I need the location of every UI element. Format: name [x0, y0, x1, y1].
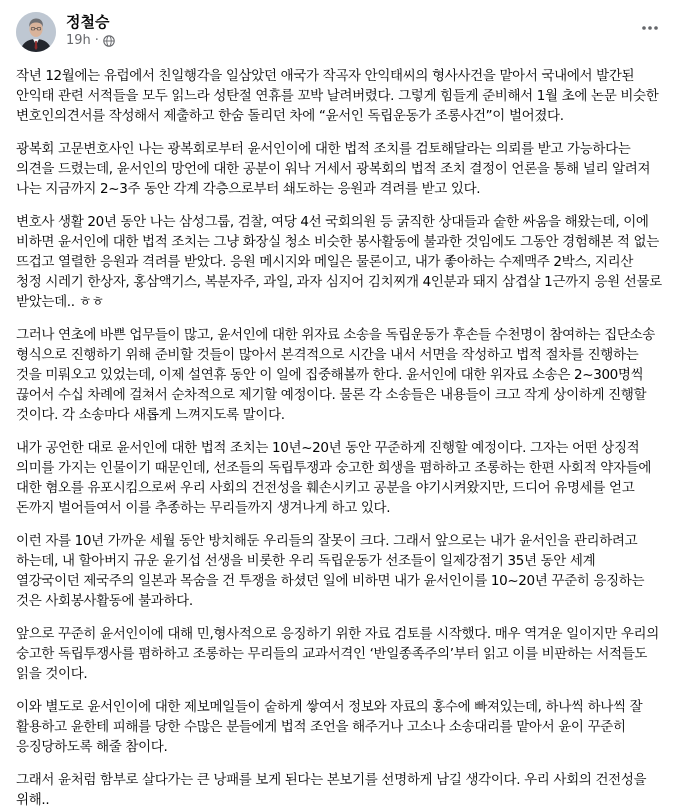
- globe-icon[interactable]: [103, 35, 115, 47]
- post-paragraph-5: 내가 공언한 대로 윤서인에 대한 법적 조치는 10년~20년 동안 꾸준하게 진행할 예정이다. 그자는 어떤 상징적 의미를 가지는 인물이기 때문인데, 선조들의 독립투쟁과 숭고한 희생을 폄하하고 조롱하는 한편 사회적 약자들에 대한 혐오를 유포시킴으로써 우리 사회의 건전성을 훼손시키고 공분을 야기시켜왔지만, 드디어 유명세를 얻고 돈까지 벌어들여서 이를 추종하는 무리들까지 생겨나게 하고 있다.: [16, 440, 652, 516]
- post-paragraph-4: 그러나 연초에 바쁜 업무들이 많고, 윤서인에 대한 위자료 소송을 독립운동가 후손들 수천명이 참여하는 집단소송 형식으로 진행하기 위해 준비할 것들이 많아서 본격적으로 시간을 내서 서면을 작성하고 법적 절차를 진행하는 것을 미뤄오고 있었는데, 이제 설연휴 동안 이 일에 집중해볼까 한다. 윤서인에 대한 위자료 소송은 2~300명씩 끊어서 수십 차례에 걸쳐서 순차적으로 제기할 예정이다. 물론 각 소송들은 내용들이 크고 작게 상이하게 진행할 것이다. 각 소송마다 새롭게 느껴지도록 말이다.: [16, 327, 655, 423]
- post-paragraph-9: 그래서 윤처럼 함부로 살다가는 큰 낭패를 보게 된다는 본보기를 선명하게 남길 생각이다. 우리 사회의 건전성을 위해..: [16, 772, 647, 808]
- post-paragraph-6: 이런 자를 10년 가까운 세월 동안 방치해둔 우리들의 잘못이 크다. 그래서 앞으로는 내가 윤서인을 관리하려고 하는데, 내 할아버지 규운 윤기섭 선생을 비롯한 우리 독립운동가 선조들이 일제강점기 35년 동안 세계 열강국이던 제국주의 일본과 목숨을 건 투쟁을 하셨던 일에 비하면 내가 윤서인이를 10~20년 꾸준히 응징하는 것은 사회봉사활동에 불과하다.: [16, 533, 645, 609]
- more-horizontal-icon: [640, 18, 660, 38]
- post-paragraph-3: 변호사 생활 20년 동안 나는 삼성그룹, 검찰, 여당 4선 국회의원 등 굵직한 상대들과 숱한 싸움을 해왔는데, 이에 비하면 윤서인에 대한 법적 조치는 그냥 화장실 청소 비슷한 봉사활동에 불과한 것임에도 그동안 경험해본 적 없는 뜨겁고 열렬한 응원과 격려를 받았다. 응원 메시지와 메일은 물론이고, 내가 좋아하는 수제맥주 2박스, 지리산 청정 시레기 한상자, 홍삼액기스, 복분자주, 과일, 과자 심지어 김치찌개 4인분과 돼지 삼겹살 1근까지 응원 선물로 받았는데.. ㅎㅎ: [16, 214, 662, 310]
- more-options-button[interactable]: [632, 10, 668, 46]
- post-header: [0, 0, 678, 60]
- author-avatar[interactable]: [16, 12, 56, 52]
- post-paragraph-1: 작년 12월에는 유럽에서 친일행각을 일삼았던 애국가 작곡자 안익태씨의 형사사건을 맡아서 국내에서 발간된 안익태 관련 서적들을 모두 읽느라 성탄절 연휴를 꼬박 날려버렸다. 그렇게 힘들게 준비해서 1월 초에 논문 비슷한 변호인의견서를 작성해서 제출하고 한숨 돌리던 차에 “윤서인 독립운동가 조롱사건”이 벌어졌다.: [16, 68, 659, 124]
- post-body: [0, 60, 678, 809]
- post-paragraph-7: 앞으로 꾸준히 윤서인이에 대해 민,형사적으로 응징하기 위한 자료 검토를 시작했다. 매우 역겨운 일이지만 우리의 숭고한 독립투쟁사를 폄하하고 조롱하는 무리들의 교과서격인 ‘반일종족주의’부터 읽고 이를 비판하는 서적들도 읽을 것이다.: [16, 626, 659, 682]
- post-paragraph-2: 광복회 고문변호사인 나는 광복회로부터 윤서인이에 대한 법적 조치를 검토해달라는 의뢰를 받고 가능하다는 의견을 드렸는데, 윤서인의 망언에 대한 공분이 워낙 거세서 광복회의 법적 조치 결정이 언론을 통해 널리 알려져 나는 지금까지 2~3주 동안 각계 각층으로부터 쇄도하는 응원과 격려를 받고 있다.: [16, 141, 651, 197]
- meta-separator: ·: [94, 33, 99, 48]
- author-block: [66, 12, 115, 49]
- post-time[interactable]: 19h: [66, 33, 91, 48]
- author-name[interactable]: 정철승: [66, 13, 110, 31]
- post-meta: [66, 33, 115, 49]
- post-paragraph-8: 이와 별도로 윤서인이에 대한 제보메일들이 숱하게 쌓여서 정보와 자료의 홍수에 빠져있는데, 하나씩 하나씩 잘 활용하고 윤한테 피해를 당한 수많은 분들에게 법적 조언을 해주거나 고소나 소송대리를 맡아서 윤이 꾸준히 응징당하도록 해줄 참이다.: [16, 699, 643, 755]
- avatar-portrait: [16, 12, 56, 52]
